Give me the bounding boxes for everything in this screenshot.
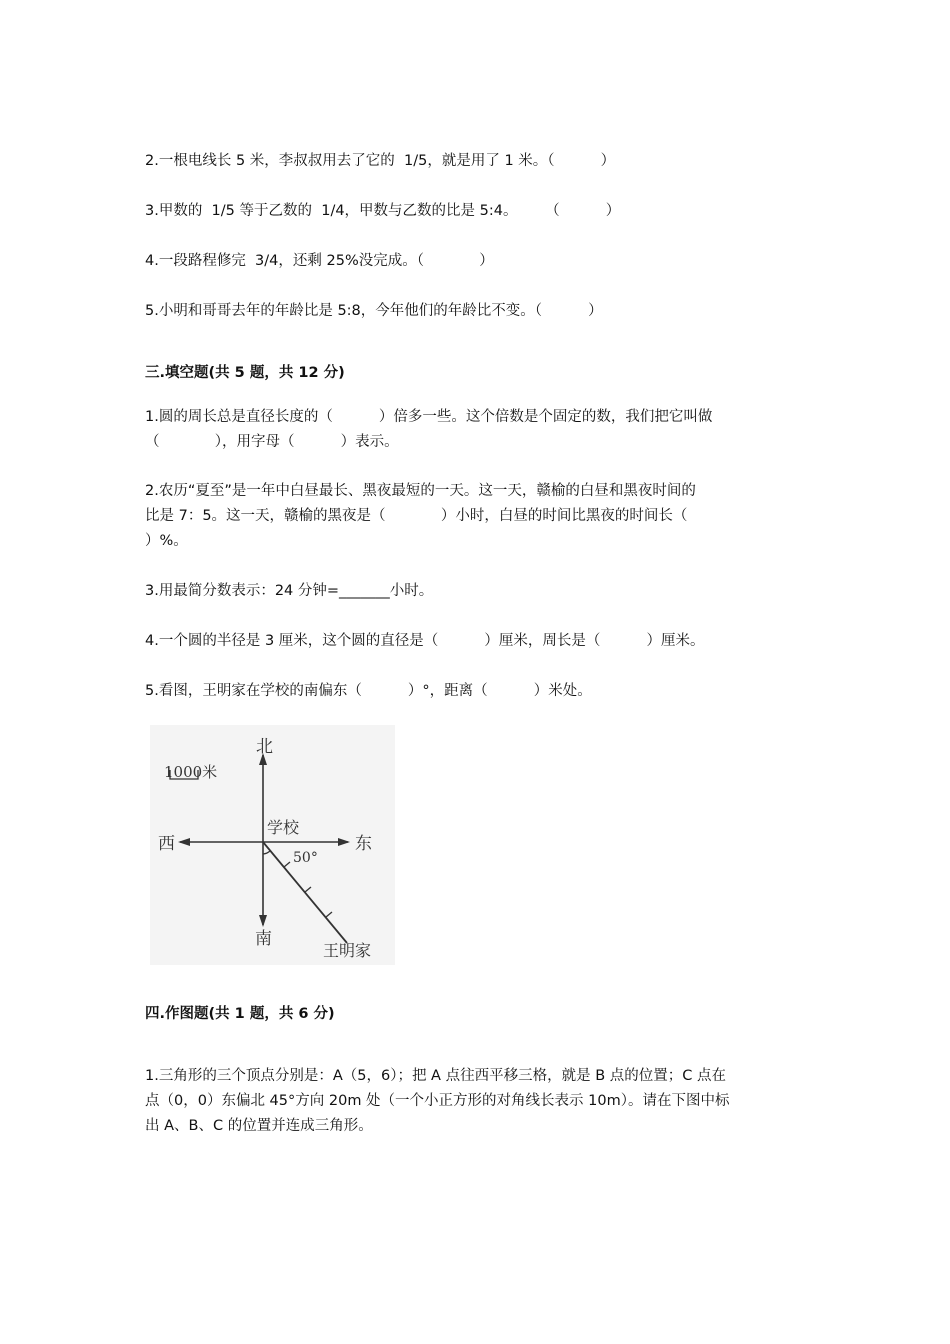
fill-question-3: 3.用最简分数表示：24 分钟=_______小时。 — [145, 583, 434, 599]
east-label: 东 — [355, 834, 372, 854]
fill-question-2-line-2: 比是 7：5。这一天，赣榆的黑夜是（ ）小时，白昼的时间比黑夜的时间长（ — [145, 508, 688, 524]
tick-mark-1 — [284, 862, 290, 867]
fill-question-2-line-1: 2.农历“夏至”是一年中白昼最长、黑夜最短的一天。这一天，赣榆的白昼和黑夜时间的 — [145, 483, 696, 499]
fill-question-5: 5.看图，王明家在学校的南偏东（ ）°，距离（ ）米处。 — [145, 683, 592, 699]
angle-label: 50° — [293, 850, 318, 866]
tick-mark-3 — [326, 912, 332, 917]
section-4-title: 四.作图题(共 1 题，共 6 分) — [145, 1006, 335, 1022]
section-3-title: 三.填空题(共 5 题，共 12 分) — [145, 365, 345, 381]
tf-question-4: 4.一段路程修完 3/4，还剩 25%没完成。（ ） — [145, 253, 494, 269]
south-label: 南 — [255, 929, 272, 949]
tf-question-2: 2.一根电线长 5 米，李叔叔用去了它的 1/5，就是用了 1 米。（ ） — [145, 153, 616, 169]
south-arrowhead — [259, 915, 267, 927]
tf-question-3: 3.甲数的 1/5 等于乙数的 1/4，甲数与乙数的比是 5:4。 （ ） — [145, 203, 621, 219]
fill-question-2-line-3: ）%。 — [145, 533, 188, 549]
scale-label: 1000米 — [164, 763, 218, 781]
direction-map-figure — [150, 725, 395, 965]
east-arrowhead — [338, 838, 350, 846]
tf-question-5: 5.小明和哥哥去年的年龄比是 5:8，今年他们的年龄比不变。（ ） — [145, 303, 603, 319]
fill-question-4: 4.一个圆的半径是 3 厘米，这个圆的直径是（ ）厘米，周长是（ ）厘米。 — [145, 633, 705, 649]
direction-map-svg — [150, 725, 395, 965]
draw-question-1-line-3: 出 A、B、C 的位置并连成三角形。 — [145, 1118, 373, 1134]
west-arrowhead — [178, 838, 190, 846]
home-label: 王明家 — [323, 941, 372, 960]
fill-question-1-line-1: 1.圆的周长总是直径长度的（ ）倍多一些。这个倍数是个固定的数，我们把它叫做 — [145, 409, 713, 425]
angle-arc — [263, 851, 270, 854]
north-label: 北 — [256, 737, 273, 757]
draw-question-1-line-2: 点（0，0）东偏北 45°方向 20m 处（一个小正方形的对角线长表示 10m）。请在下图中标 — [145, 1093, 730, 1109]
fill-question-1-line-2: （ ），用字母（ ）表示。 — [145, 434, 399, 450]
draw-question-1-line-1: 1.三角形的三个顶点分别是：A（5，6）；把 A 点往西平移三格，就是 B 点的位置；C 点在 — [145, 1068, 726, 1084]
school-label: 学校 — [267, 818, 300, 837]
tick-mark-2 — [305, 887, 311, 892]
west-label: 西 — [158, 834, 175, 854]
